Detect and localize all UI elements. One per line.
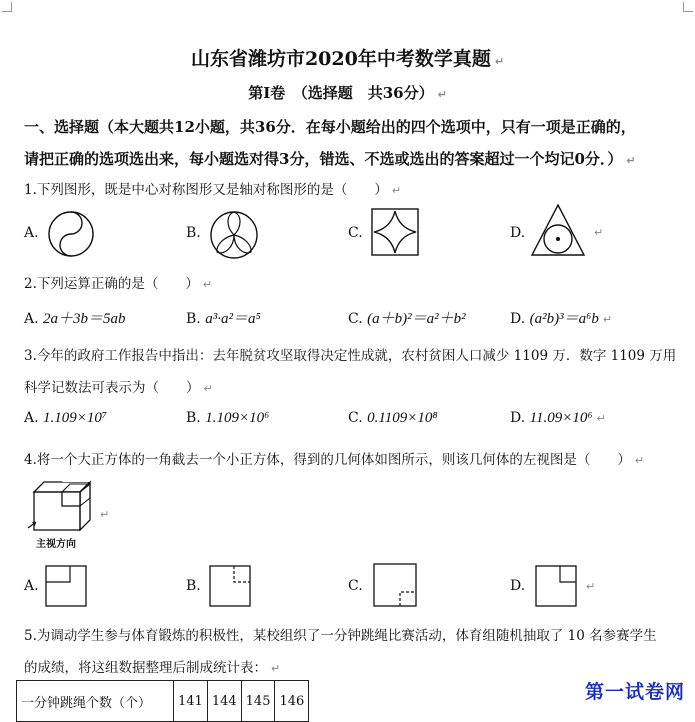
question-4-text: 4.将一个大正方体的一角截去一个小正方体，得到的几何体如图所示，则该几何体的左视图是（ ） ↵ (24, 452, 645, 468)
q4-option-b-label: B. (186, 578, 201, 594)
table-cell: 146 (275, 681, 309, 722)
q2-option-d: D. (a²b)³＝a⁶b ↵ (510, 311, 613, 327)
q5-stats-table (16, 680, 309, 722)
page-corner-mark (2, 2, 12, 12)
table-row (17, 681, 309, 722)
q4-option-d-view (534, 564, 578, 608)
q1-option-b-trefoil-figure (208, 209, 260, 261)
q1-option-a-taiji-figure (46, 209, 96, 259)
q1-option-c-label: C. (348, 225, 363, 241)
q4-solid-figure (24, 474, 104, 534)
q4-view-direction-label: 主视方向 (36, 539, 76, 550)
q1-option-c-star-square-figure (370, 207, 420, 257)
page-subtitle: 第Ⅰ卷 （选择题 共36分） ↵ (248, 84, 447, 102)
q4-option-a-view (44, 564, 88, 608)
table-cell: 144 (207, 681, 241, 722)
section-instructions-line2: 请把正确的选项选出来，每小题选对得3分，错选、不选或选出的答案超过一个均记0分．） ↵ (24, 150, 636, 168)
watermark-logo: 第一试卷网 (584, 681, 685, 703)
q4-option-b-view (208, 564, 252, 608)
q3-option-a: A. 1.109×10⁷ (24, 410, 108, 426)
page-title: 山东省潍坊市2020年中考数学真题 ↵ (190, 48, 505, 70)
question-1-text: 1.下列图形，既是中心对称图形又是轴对称图形的是（ ） ↵ (24, 182, 402, 198)
q4-option-c-view (372, 562, 418, 608)
q2-option-a: A. 2a＋3b＝5ab (24, 311, 126, 327)
table-cell: 141 (174, 681, 208, 722)
section-instructions-line1: 一、选择题（本大题共12小题，共36分．在每小题给出的四个选项中，只有一项是正确的， (24, 118, 636, 136)
question-3-text-line2: 科学记数法可表示为（ ） ↵ (24, 380, 213, 396)
question-5-text-line2: 的成绩，将这组数据整理后制成统计表： ↵ (24, 660, 281, 676)
q2-option-c: C. (a＋b)²＝a²＋b² (348, 311, 466, 327)
q4-option-c-label: C. (348, 578, 363, 594)
q3-option-d: D. 11.09×10⁶ ↵ (510, 410, 606, 426)
q1-option-d-triangle-circle-figure (530, 203, 586, 259)
q3-option-c: C. 0.1109×10⁸ (348, 410, 438, 426)
q1-option-a-label: A. (24, 225, 39, 241)
q1-option-d-label: D. (510, 225, 526, 241)
table-header-cell: 一分钟跳绳个数（个） (17, 681, 174, 722)
q1-option-b-label: B. (186, 225, 201, 241)
table-cell: 145 (241, 681, 275, 722)
q2-option-b: B. a³·a²＝a⁵ (186, 311, 261, 327)
question-5-text-line1: 5.为调动学生参与体育锻炼的积极性，某校组织了一分钟跳绳比赛活动，体育组随机抽取了 10 名参赛学生 (24, 628, 657, 644)
page-corner-mark (683, 2, 693, 12)
q3-option-b: B. 1.109×10⁶ (186, 410, 270, 426)
q4-option-a-label: A. (24, 578, 39, 594)
question-3-text-line1: 3.今年的政府工作报告中指出：去年脱贫攻坚取得决定性成就，农村贫困人口减少 1109 万．数字 1109 万用 (24, 348, 677, 364)
question-2-text: 2.下列运算正确的是（ ） ↵ (24, 276, 213, 292)
q4-option-d-label: D. (510, 578, 526, 594)
